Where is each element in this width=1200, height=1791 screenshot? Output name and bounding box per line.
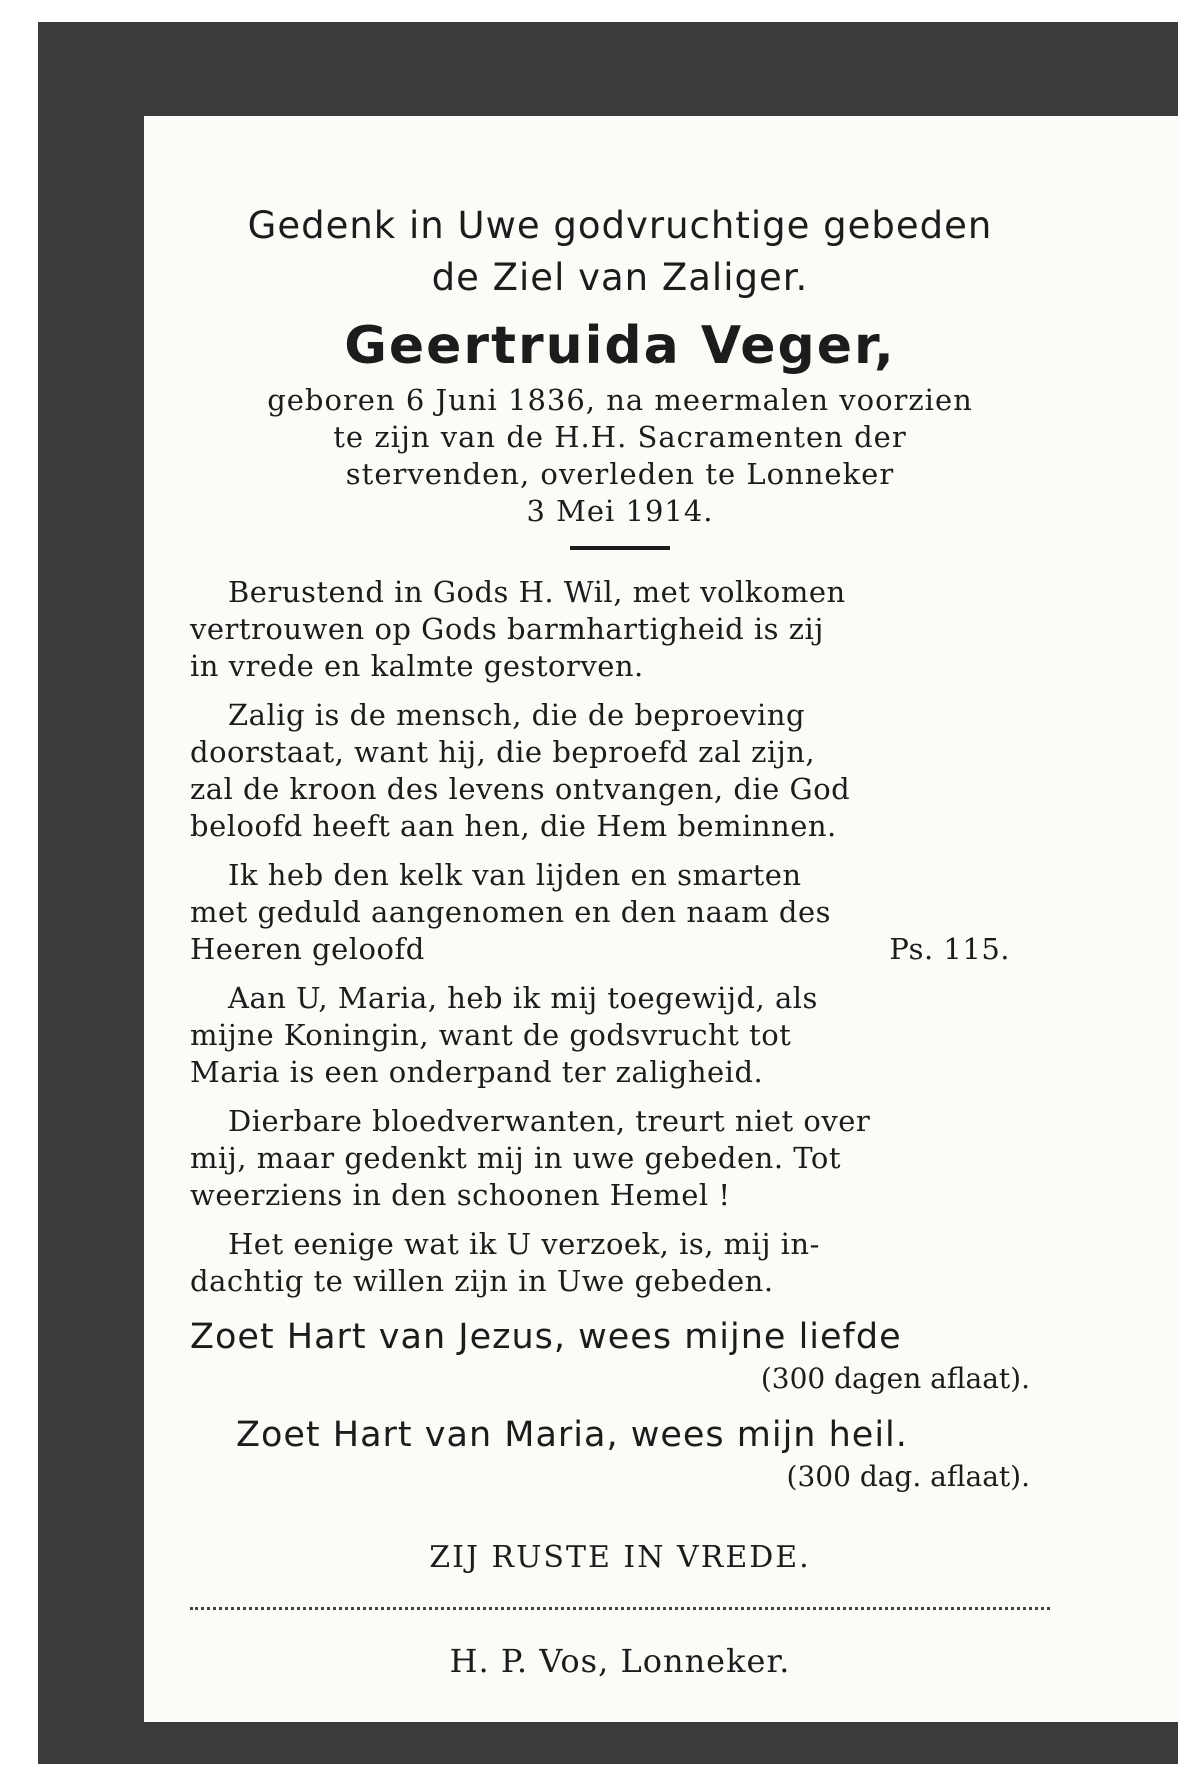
prayer-jesus: Zoet Hart van Jezus, wees mijne liefde <box>190 1317 902 1357</box>
deceased-name: Geertruida Veger, <box>344 316 896 376</box>
indulgence-jesus: (300 dagen aflaat). <box>760 1362 1030 1395</box>
psalm-line <box>190 931 1050 968</box>
verse-line: Berustend in Gods H. Wil, met volkomen <box>228 575 846 609</box>
verse-line: doorstaat, want hij, die beproefd zal zijn, <box>190 735 816 769</box>
prayer-block <box>190 1314 1050 1496</box>
verse-line: Ik heb den kelk van lijden en smarten <box>228 858 802 892</box>
verse-paragraph <box>190 1226 1050 1300</box>
divider-rule <box>570 546 670 550</box>
dotted-divider <box>190 1607 1050 1610</box>
verse-line: vertrouwen op Gods barmhartigheid is zij <box>190 612 824 646</box>
verse-line: in vrede en kalmte gestorven. <box>190 649 644 683</box>
verse-paragraph <box>190 697 1050 845</box>
intro-line: de Ziel van Zaliger. <box>431 256 809 299</box>
verse-line: zal de kroon des levens ontvangen, die God <box>190 772 851 806</box>
intro <box>190 200 1050 304</box>
verse-line: mijne Koningin, want de godsvrucht tot <box>190 1018 792 1052</box>
verse-paragraph <box>190 980 1050 1091</box>
verse-line: weerziens in den schoonen Hemel ! <box>190 1178 731 1212</box>
verse-line: met geduld aangenomen en den naam des <box>190 895 831 929</box>
verse-line: Het eenige wat ik U verzoek, is, mij in- <box>228 1227 820 1261</box>
birth-line: stervenden, overleden te Lonneker <box>345 457 895 491</box>
verse-line: beloofd heeft aan hen, die Hem beminnen. <box>190 809 837 843</box>
verse-block <box>190 574 1050 1300</box>
intro-line: Gedenk in Uwe godvruchtige gebeden <box>247 204 993 247</box>
psalm-text: Heeren geloofd <box>190 932 425 966</box>
verse-line: Zalig is de mensch, die de beproeving <box>228 698 806 732</box>
verse-line: Aan U, Maria, heb ik mij toegewijd, als <box>228 981 818 1015</box>
birth-death-info <box>190 382 1050 530</box>
verse-line: dachtig te willen zijn in Uwe gebeden. <box>190 1264 774 1298</box>
verse-paragraph <box>190 857 1050 968</box>
prayer-maria: Zoet Hart van Maria, wees mijn heil. <box>236 1415 908 1455</box>
birth-line: 3 Mei 1914. <box>526 494 714 528</box>
verse-paragraph <box>190 1103 1050 1214</box>
verse-line: mij, maar gedenkt mij in uwe gebeden. Tot <box>190 1141 841 1175</box>
indulgence-maria: (300 dag. aflaat). <box>786 1460 1030 1493</box>
psalm-reference: Ps. 115. <box>889 932 1010 966</box>
verse-line: Maria is een onderpand ter zaligheid. <box>190 1055 764 1089</box>
card-content <box>190 200 1050 1680</box>
verse-line: Dierbare bloedverwanten, treurt niet over <box>228 1104 871 1138</box>
birth-line: te zijn van de H.H. Sacramenten der <box>333 420 907 454</box>
verse-paragraph <box>190 574 1050 685</box>
birth-line: geboren 6 Juni 1836, na meermalen voorzien <box>267 383 973 417</box>
printer-credit: H. P. Vos, Lonneker. <box>449 1642 791 1680</box>
closing-line: ZIJ RUSTE IN VREDE. <box>429 1540 811 1575</box>
